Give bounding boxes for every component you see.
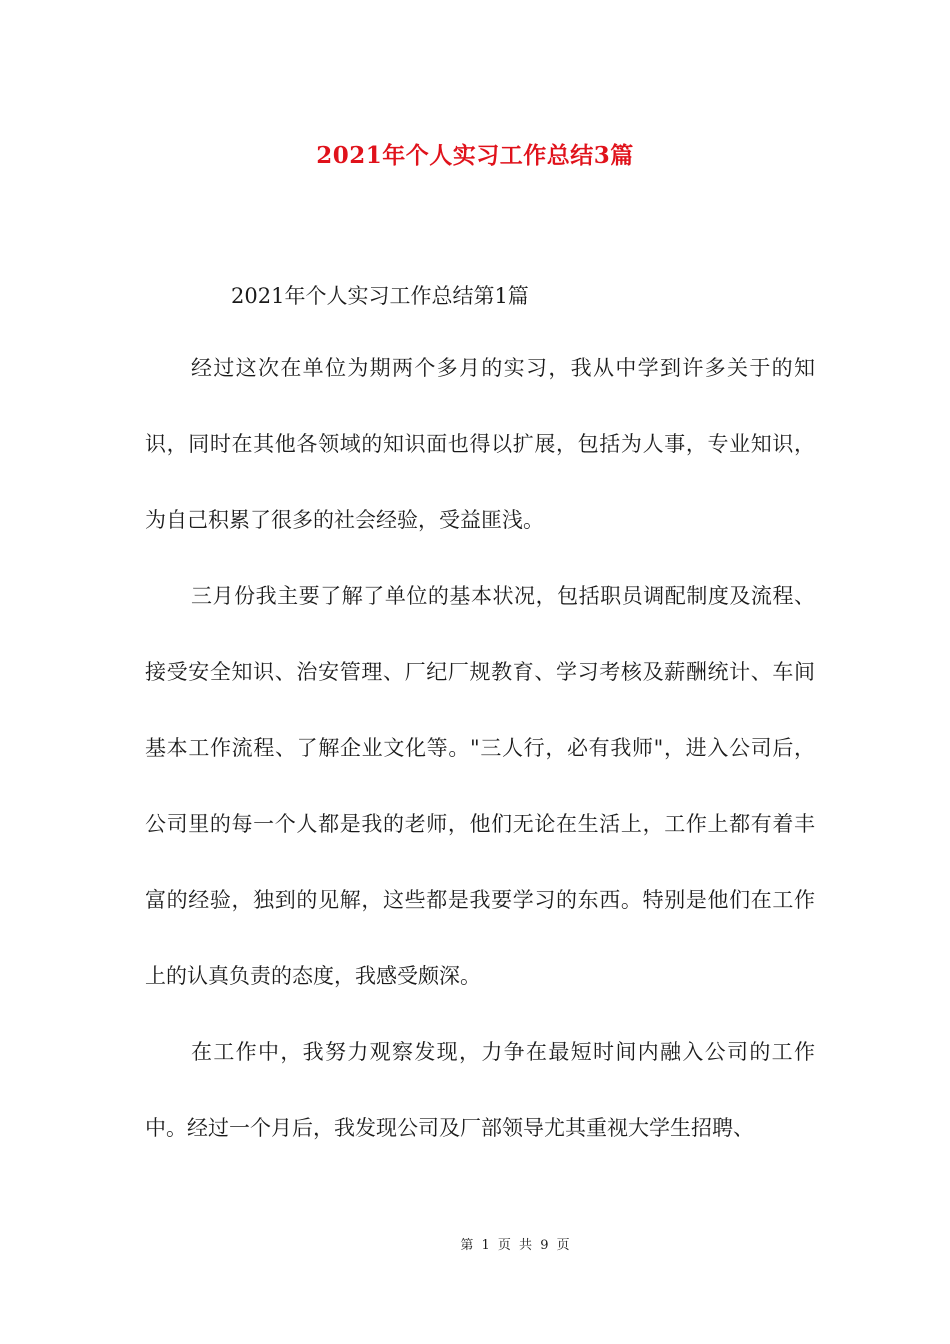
document-title: 2021年个人实习工作总结3篇 [316, 142, 634, 169]
page-number: 第 1 页 共 9 页 [460, 1238, 570, 1253]
paragraph-1: 经过这次在单位为期两个多月的实习，我从中学到许多关于的知识，同时在其他各领域的知识面也得以扩展，包括为人事，专业知识，为自己积累了很多的社会经验，受益匪浅。 [145, 356, 815, 532]
section-heading: 2021年个人实习工作总结第1篇 [231, 284, 529, 308]
paragraph-2: 三月份我主要了解了单位的基本状况，包括职员调配制度及流程、接受安全知识、治安管理、厂纪厂规教育、学习考核及薪酬统计、车间基本工作流程、了解企业文化等。"三人行，必有我师"，进入公司后，公司里的每一个人都是我的老师，他们无论在生活上，工作上都有着丰富的经验，独到的见解，这些都是我要学习的东西。特别是他们在工作上的认真负责的态度，我感受颇深。 [145, 584, 815, 988]
paragraph-3: 在工作中，我努力观察发现，力争在最短时间内融入公司的工作中。经过一个月后，我发现公司及厂部领导尤其重视大学生招聘、 [145, 1040, 815, 1140]
page-footer [0, 1236, 950, 1256]
